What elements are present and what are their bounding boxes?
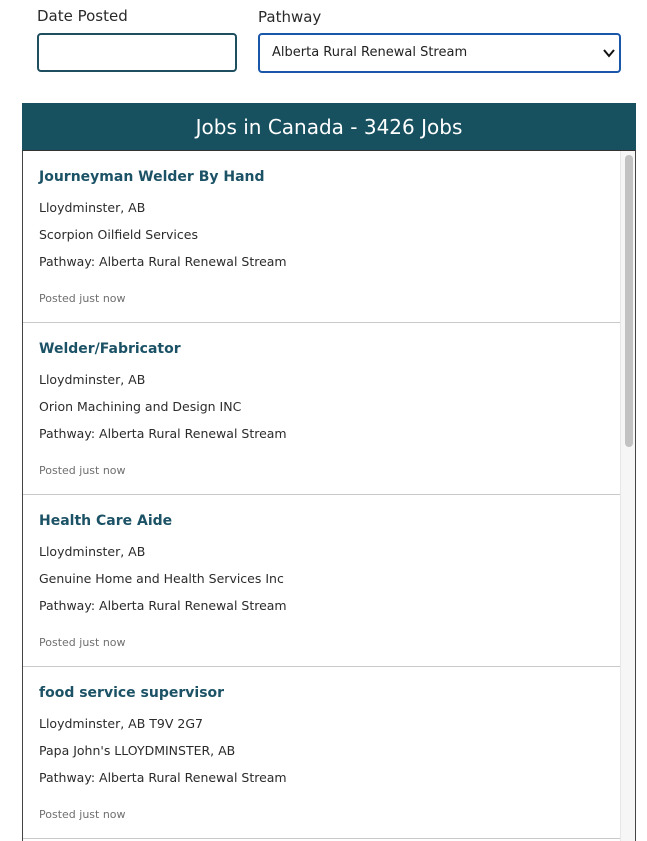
job-company: Papa John's LLOYDMINSTER, AB — [39, 743, 236, 758]
scrollbar-thumb[interactable] — [625, 155, 633, 447]
jobs-header: Jobs in Canada - 3426 Jobs — [22, 103, 636, 150]
job-company: Scorpion Oilfield Services — [39, 227, 198, 242]
pathway-label: Pathway — [258, 8, 322, 26]
job-pathway: Pathway: Alberta Rural Renewal Stream — [39, 254, 287, 269]
job-location: Lloydminster, AB — [39, 544, 146, 559]
job-location: Lloydminster, AB — [39, 200, 146, 215]
jobs-panel — [22, 103, 636, 841]
job-title[interactable]: food service supervisor — [39, 685, 225, 701]
job-posted-time: Posted just now — [39, 292, 126, 305]
filters-bar — [0, 0, 647, 100]
job-title[interactable]: Journeyman Welder By Hand — [39, 169, 265, 185]
job-posted-time: Posted just now — [39, 808, 126, 821]
date-posted-input[interactable] — [37, 33, 237, 72]
date-posted-label: Date Posted — [37, 7, 128, 25]
job-location: Lloydminster, AB — [39, 372, 146, 387]
pathway-selected-value: Alberta Rural Renewal Stream — [272, 45, 468, 60]
job-card[interactable] — [23, 323, 621, 495]
job-card[interactable] — [23, 495, 621, 667]
scrollbar-track[interactable] — [620, 151, 635, 841]
job-card[interactable] — [23, 667, 621, 839]
job-title[interactable]: Welder/Fabricator — [39, 341, 181, 357]
job-company: Genuine Home and Health Services Inc — [39, 571, 284, 586]
job-pathway: Pathway: Alberta Rural Renewal Stream — [39, 426, 287, 441]
chevron-down-icon — [603, 48, 615, 58]
job-location: Lloydminster, AB T9V 2G7 — [39, 716, 203, 731]
job-posted-time: Posted just now — [39, 464, 126, 477]
job-card[interactable] — [23, 151, 621, 323]
job-pathway: Pathway: Alberta Rural Renewal Stream — [39, 598, 287, 613]
job-title[interactable]: Health Care Aide — [39, 513, 173, 529]
job-pathway: Pathway: Alberta Rural Renewal Stream — [39, 770, 287, 785]
pathway-select[interactable] — [258, 33, 621, 73]
jobs-list[interactable] — [22, 150, 636, 841]
job-posted-time: Posted just now — [39, 636, 126, 649]
job-company: Orion Machining and Design INC — [39, 399, 242, 414]
